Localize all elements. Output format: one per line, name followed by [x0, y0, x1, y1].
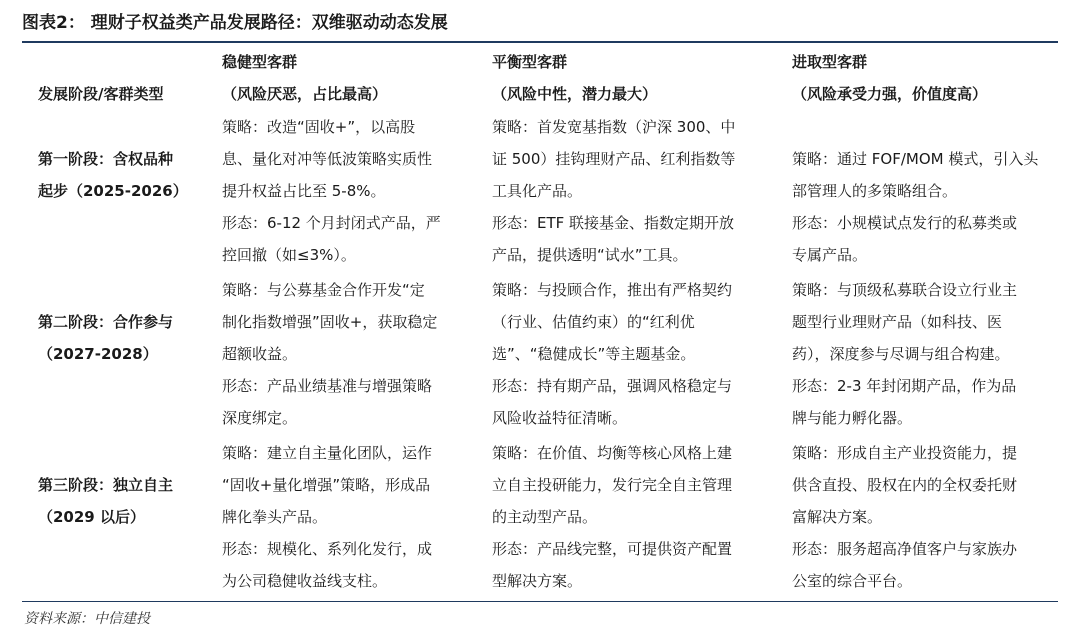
header-stage-type: 发展阶段/客群类型: [38, 85, 164, 103]
row1-balanced: 策略：首发宽基指数（沪深 300、中 证 500）挂钩理财产品、红利指数等 工具化产品。 形态：ETF 联接基金、指数定期开放 产品，提供透明“试水”工具。: [492, 118, 736, 264]
row2-conservative: 策略：与公募基金合作开发“定 制化指数增强”固收+，获取稳定 超额收益。 形态：产品业绩基准与增强策略 深度绑定。: [222, 281, 438, 427]
row3-aggressive: 策略：形成自主产业投资能力，提 供含直投、股权在内的全权委托财 富解决方案。 形态：服务超高净值客户与家族办 公室的综合平台。: [792, 444, 1018, 590]
figure-title: 图表2： 理财子权益类产品发展路径：双维驱动动态发展: [22, 13, 448, 33]
top-rule: [22, 41, 1058, 43]
row2-balanced: 策略：与投顾合作，推出有严格契约 （行业、估值约束）的“红利优 选”、“稳健成长”等主题基金。 形态：持有期产品，强调风格稳定与 风险收益特征清晰。: [492, 281, 733, 427]
row1-aggressive: 策略：通过 FOF/MOM 模式，引入头 部管理人的多策略组合。 形态：小规模试点发行的私募类或 专属产品。: [792, 150, 1039, 264]
row2-aggressive: 策略：与顶级私募联合设立行业主 题型行业理财产品（如科技、医 药），深度参与尽调与组合构建。 形态：2-3 年封闭期产品，作为品 牌与能力孵化器。: [792, 281, 1018, 427]
header-balanced: 平衡型客群 （风险中性，潜力最大）: [492, 53, 658, 103]
bottom-rule: [22, 601, 1058, 602]
stage-1: 第一阶段：含权品种 起步（2025-2026）: [38, 150, 188, 200]
header-conservative: 稳健型客群 （风险厌恶，占比最高）: [222, 53, 388, 103]
stage-3: 第三阶段：独立自主 （2029 以后）: [38, 476, 174, 526]
header-aggressive: 进取型客群 （风险承受力强，价值度高）: [792, 53, 988, 103]
source-note: 资料来源：中信建投: [24, 611, 150, 627]
row3-conservative: 策略：建立自主量化团队，运作 “固收+量化增强”策略，形成品 牌化拳头产品。 形态：规模化、系列化发行，成 为公司稳健收益线支柱。: [222, 444, 433, 590]
stage-2: 第二阶段：合作参与 （2027-2028）: [38, 313, 174, 363]
row1-conservative: 策略：改造“固收+”，以高股 息、量化对冲等低波策略实质性 提升权益占比至 5-8%。 形态：6-12 个月封闭式产品，严 控回撤（如≤3%）。: [222, 118, 441, 264]
row3-balanced: 策略：在价值、均衡等核心风格上建 立自主投研能力，发行完全自主管理 的主动型产品。 形态：产品线完整，可提供资产配置 型解决方案。: [492, 444, 733, 590]
